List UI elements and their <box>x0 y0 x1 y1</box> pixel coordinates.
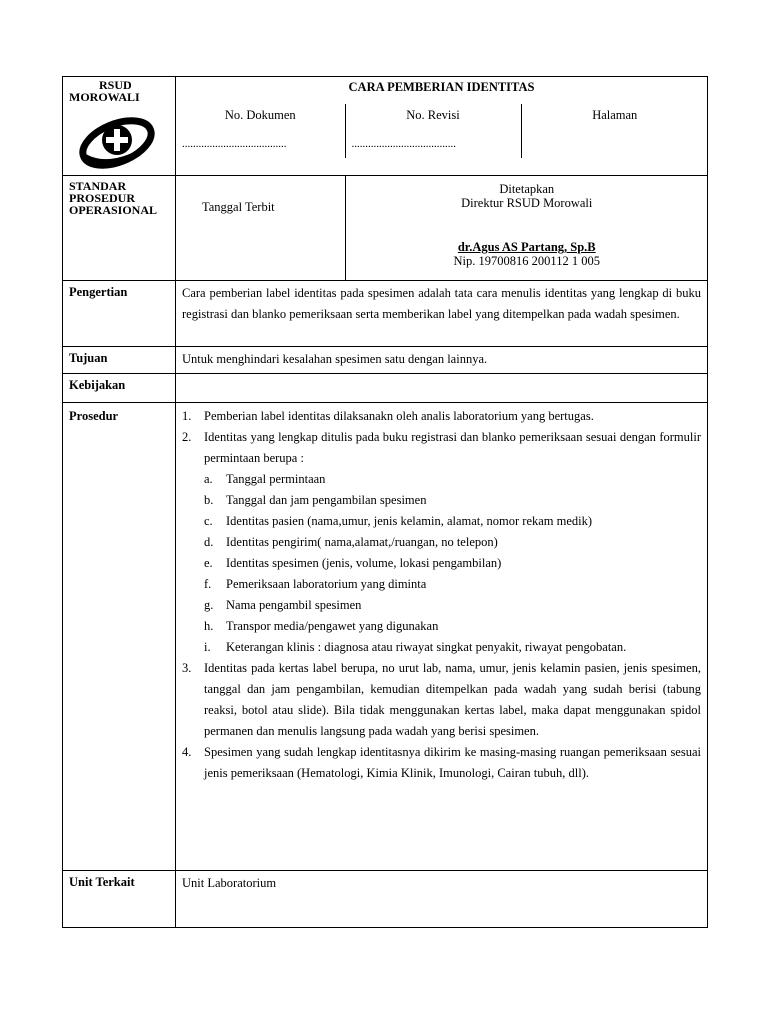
sop-document <box>62 76 707 928</box>
prosedur-step: 3. Identitas pada kertas label berupa, no urut lab, nama, umur, jenis kelamin pasien, jenis spesimen, tanggal dan jam pengambilan, kemudian ditempelkan pada wadah yang sudah berisi (tabung reaksi, botol atau slide). Bila tidak menggunakan kertas label, maka dapat menggunakan spidol permanen dan menulis langsung pada wadah yang berisi spesimen. <box>182 661 701 738</box>
signer-name: dr.Agus AS Partang, Sp.B <box>457 240 596 254</box>
halaman-cell <box>521 104 708 158</box>
sub-item: i. Keterangan klinis : diagnosa atau riwayat singkat penyakit, riwayat pengobatan. <box>204 640 627 654</box>
tanggal-terbit-label: Tanggal Terbit <box>202 200 275 214</box>
sop-table <box>62 76 708 928</box>
hospital-logo <box>77 113 157 171</box>
sub-item: h. Transpor media/pengawet yang digunakan <box>204 619 439 633</box>
signature-block <box>346 240 709 268</box>
sop-cell: STANDAR PROSEDUR OPERASIONAL <box>63 176 176 281</box>
sub-item: d. Identitas pengirim( nama,alamat,/ruangan, no telepon) <box>204 535 498 549</box>
pengertian-text: Cara pemberian label identitas pada spesimen adalah tata cara menulis identitas yang lengkap di buku registrasi dan blanko pemeriksaan serta memberikan label yang ditempelkan pada wadah spesimen. <box>176 281 708 347</box>
no-revisi-cell <box>345 104 521 158</box>
prosedur-step: 4. Spesimen yang sudah lengkap identitasnya dikirim ke masing-masing ruangan pemeriksaan sesuai jenis pemeriksaan (Hematologi, Kimia Klinik, Imunologi, Cairan tubuh, dll). <box>182 745 701 780</box>
prosedur-sub-items <box>204 469 701 658</box>
no-revisi-label: No. Revisi <box>406 108 460 122</box>
approval-table <box>176 176 708 280</box>
no-dokumen-value: ...................................... <box>182 138 287 150</box>
no-dokumen-label: No. Dokumen <box>224 108 296 122</box>
signer-nip: Nip. 19700816 200112 1 005 <box>453 254 600 268</box>
hospital-name: RSUD MOROWALI <box>69 78 140 104</box>
kebijakan-text <box>176 374 708 403</box>
no-revisi-value: ...................................... <box>351 138 456 150</box>
doc-info-table <box>176 104 708 158</box>
prosedur-label: Prosedur <box>63 403 176 871</box>
approval-block <box>176 176 708 281</box>
ditetapkan-cell <box>345 176 708 280</box>
sub-item: b. Tanggal dan jam pengambilan spesimen <box>204 493 427 507</box>
pengertian-label: Pengertian <box>63 281 176 347</box>
halaman-label: Halaman <box>592 108 638 122</box>
no-dokumen-cell <box>176 104 345 158</box>
prosedur-step: 1. Pemberian label identitas dilaksanakn oleh analis laboratorium yang bertugas. <box>182 409 594 423</box>
sub-item: g. Nama pengambil spesimen <box>204 598 362 612</box>
sub-item: e. Identitas spesimen (jenis, volume, lokasi pengambilan) <box>204 556 502 570</box>
prosedur-step: 2. Identitas yang lengkap ditulis pada buku registrasi dan blanko pemeriksaan sesuai dengan formulir permintaan berupa : a. Tanggal permintaan b. Tanggal dan jam pengambilan spesimen c. Identitas pasien (nama,umur, jenis kelamin, alamat, nomor rekam medik) d. Identitas pengirim( nama,alamat,/ruangan, no telepon) e. Identitas spesimen (jenis, volume, lokasi pengambilan) f. Pemeriksaan laboratorium yang diminta g. Nama pengambil spesimen h. Transpor media/pengawet yang digunakan i. Keterangan klinis : diagnosa atau riwayat singkat penyakit, riwayat pengobatan. <box>182 427 701 658</box>
title-block <box>176 77 708 176</box>
document-title: CARA PEMBERIAN IDENTITAS <box>348 80 535 94</box>
sub-item: a. Tanggal permintaan <box>204 472 326 486</box>
hospital-cell <box>63 77 176 176</box>
sub-item: f. Pemeriksaan laboratorium yang diminta <box>204 577 427 591</box>
prosedur-steps <box>182 406 701 784</box>
tujuan-label: Tujuan <box>63 347 176 374</box>
tanggal-terbit-cell <box>176 176 345 280</box>
kebijakan-label: Kebijakan <box>63 374 176 403</box>
prosedur-content <box>176 403 708 871</box>
sub-item: c. Identitas pasien (nama,umur, jenis kelamin, alamat, nomor rekam medik) <box>204 514 593 528</box>
ditetapkan-label: Ditetapkan <box>499 182 555 196</box>
tujuan-text: Untuk menghindari kesalahan spesimen satu dengan lainnya. <box>176 347 708 374</box>
unit-terkait-label: Unit Terkait <box>63 871 176 928</box>
unit-terkait-text: Unit Laboratorium <box>176 871 708 928</box>
direktur-label: Direktur RSUD Morowali <box>461 196 593 210</box>
